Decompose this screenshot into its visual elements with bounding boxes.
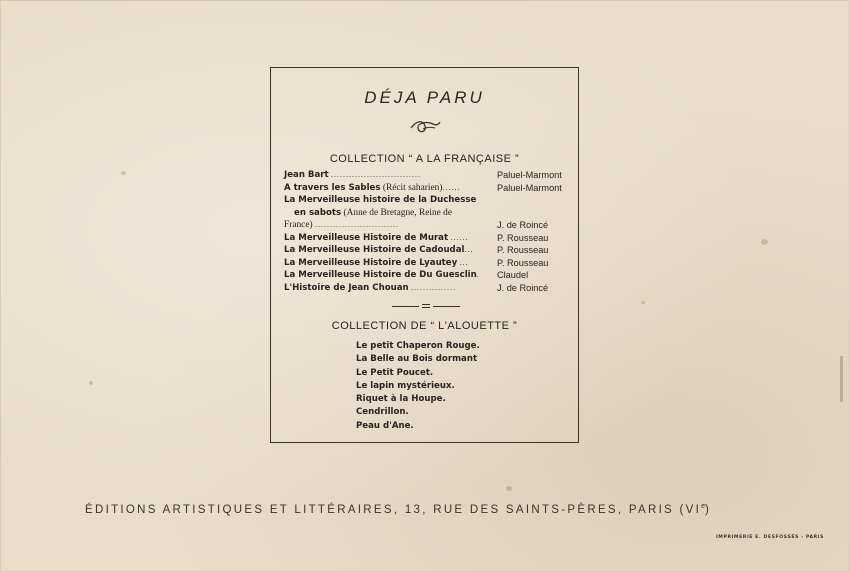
book-author: Claudel — [497, 270, 529, 280]
list-item: Le Petit Poucet. — [356, 367, 434, 378]
book-title: L'Histoire de Jean Chouan — [284, 282, 409, 293]
paper-stain — [121, 171, 126, 175]
book-author: P. Rousseau — [497, 245, 549, 255]
paper-edge-mark — [840, 356, 843, 402]
list-item — [284, 169, 572, 182]
list-item: Peau d'Ane. — [356, 420, 414, 431]
list-item — [284, 244, 572, 257]
printer-imprint: IMPRIMERIE E. DESFOSSÉS - PARIS — [716, 535, 824, 540]
book-title: en sabots — [294, 207, 342, 218]
book-author: P. Rousseau — [497, 257, 549, 268]
book-title: A travers les Sables — [284, 182, 381, 193]
list-item — [284, 257, 572, 270]
ornament-flourish-icon — [409, 116, 441, 136]
list-item — [284, 182, 572, 195]
paper-stain — [506, 486, 512, 491]
leader-dots: ... — [464, 245, 474, 254]
leader-dots: . — [476, 270, 480, 279]
list-item: La Belle au Bois dormant — [356, 354, 478, 365]
list-item: Le petit Chaperon Rouge. — [356, 341, 480, 351]
leader-dots: ...... — [442, 182, 461, 192]
already-published-frame — [270, 67, 579, 443]
collection-a-la-francaise-heading: COLLECTION “ A LA FRANÇAISE ” — [329, 153, 520, 165]
book-title: La Merveilleuse histoire de la Duchesse — [284, 195, 477, 205]
list-item — [284, 232, 572, 245]
leader-dots: ............................ — [314, 220, 399, 229]
leader-dots: ............... — [411, 282, 456, 292]
book-title: La Merveilleuse Histoire de Murat — [284, 232, 449, 243]
paper-stain — [761, 239, 768, 245]
list-item — [284, 219, 572, 232]
book-title: La Merveilleuse Histoire de Du Guesclin — [284, 270, 477, 280]
list-item — [284, 194, 572, 207]
book-title: La Merveilleuse Histoire de Cadoudal — [284, 245, 465, 255]
book-title: La Merveilleuse Histoire de Lyautey — [284, 257, 458, 268]
paper-stain — [89, 381, 93, 385]
book-author: P. Rousseau — [497, 232, 549, 243]
book-author: J. de Roincé — [497, 282, 549, 293]
list-item: Le lapin mystérieux. — [356, 380, 455, 391]
book-author: J. de Roincé — [497, 220, 549, 230]
list-item — [284, 269, 572, 282]
collection-a-la-francaise-list — [284, 169, 572, 294]
book-subtitle: France) — [284, 220, 313, 230]
publisher-superscript: e — [701, 503, 706, 510]
publisher-text: ÉDITIONS ARTISTIQUES ET LITTÉRAIRES, 13, RUE DES SAINTS-PÈRES, PARIS (VI — [85, 503, 702, 516]
page-title: DÉJA PARU — [364, 88, 485, 107]
publisher-text-end: ) — [705, 503, 712, 516]
list-item: Cendrillon. — [356, 407, 409, 418]
list-item — [284, 207, 572, 220]
collection-alouette-list — [356, 340, 480, 433]
book-title: Jean Bart — [284, 170, 329, 180]
book-author: Paluel-Marmont — [497, 170, 562, 180]
publisher-address — [85, 503, 735, 516]
book-subtitle: (Récit saharien) — [382, 182, 443, 193]
leader-dots: ... — [459, 257, 469, 267]
list-item: Riquet à la Houpe. — [356, 394, 446, 405]
paper-stain — [641, 301, 645, 304]
list-item — [284, 282, 572, 295]
collection-alouette-heading: COLLECTION DE “ L'ALOUETTE ” — [331, 320, 518, 332]
book-author: Paluel-Marmont — [497, 182, 562, 193]
book-subtitle: (Anne de Bretagne, Reine de — [343, 207, 453, 218]
leader-dots: ...... — [450, 232, 469, 242]
section-divider — [392, 305, 460, 309]
leader-dots: .............................. — [330, 170, 421, 179]
